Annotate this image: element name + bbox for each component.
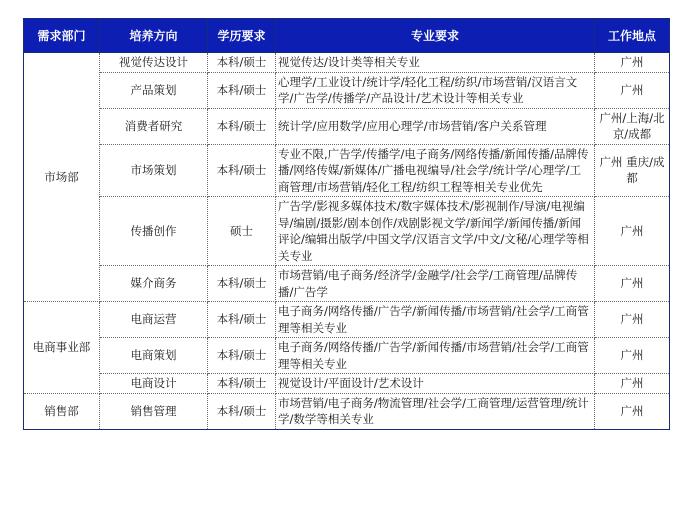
direction-cell: 销售管理 bbox=[100, 393, 208, 429]
location-cell: 广州 bbox=[595, 393, 670, 429]
header-direction: 培养方向 bbox=[100, 19, 208, 53]
table-row bbox=[24, 53, 670, 73]
table-row bbox=[24, 374, 670, 394]
table-row bbox=[24, 338, 670, 374]
degree-cell: 本科/硕士 bbox=[208, 393, 276, 429]
major-cell: 视觉传达/设计类等相关专业 bbox=[276, 53, 595, 73]
location-cell: 广州 bbox=[595, 374, 670, 394]
degree-cell: 本科/硕士 bbox=[208, 338, 276, 374]
degree-cell: 本科/硕士 bbox=[208, 266, 276, 302]
major-cell: 专业不限,广告学/传播学/电子商务/网络传播/新闻传播/品牌传播/网络传媒/新媒体/广播电视编导/社会学/统计学/心理学/工商管理/市场营销/轻化工程/纺织工程等相关专业优先 bbox=[276, 144, 595, 197]
direction-cell: 电商运营 bbox=[100, 302, 208, 338]
table-row bbox=[24, 393, 670, 429]
location-cell: 广州 重庆/成都 bbox=[595, 144, 670, 197]
major-cell: 电子商务/网络传播/广告学/新闻传播/市场营销/社会学/工商管理等相关专业 bbox=[276, 302, 595, 338]
location-cell: 广州 bbox=[595, 197, 670, 266]
location-cell: 广州 bbox=[595, 266, 670, 302]
recruitment-table bbox=[23, 18, 670, 430]
major-cell: 广告学/影视多媒体技术/数字媒体技术/影视制作/导演/电视编导/编剧/摄影/剧本创作/戏剧影视文学/新闻学/新闻传播/新闻评论/编辑出版学/中国文学/汉语言文学/中文/文秘/心理学等相关专业 bbox=[276, 197, 595, 266]
header-location: 工作地点 bbox=[595, 19, 670, 53]
header-major: 专业要求 bbox=[276, 19, 595, 53]
table-header-row bbox=[24, 19, 670, 53]
degree-cell: 本科/硕士 bbox=[208, 72, 276, 108]
location-cell: 广州/上海/北京/成都 bbox=[595, 108, 670, 144]
direction-cell: 市场策划 bbox=[100, 144, 208, 197]
direction-cell: 传播创作 bbox=[100, 197, 208, 266]
major-cell: 市场营销/电子商务/经济学/金融学/社会学/工商管理/品牌传播/广告学 bbox=[276, 266, 595, 302]
recruitment-table-wrapper bbox=[23, 18, 670, 430]
major-cell: 市场营销/电子商务/物流管理/社会学/工商管理/运营管理/统计学/数学等相关专业 bbox=[276, 393, 595, 429]
direction-cell: 媒介商务 bbox=[100, 266, 208, 302]
table-row bbox=[24, 108, 670, 144]
direction-cell: 电商设计 bbox=[100, 374, 208, 394]
major-cell: 统计学/应用数学/应用心理学/市场营销/客户关系管理 bbox=[276, 108, 595, 144]
table-row bbox=[24, 266, 670, 302]
major-cell: 电子商务/网络传播/广告学/新闻传播/市场营销/社会学/工商管理等相关专业 bbox=[276, 338, 595, 374]
degree-cell: 本科/硕士 bbox=[208, 53, 276, 73]
degree-cell: 本科/硕士 bbox=[208, 108, 276, 144]
header-degree: 学历要求 bbox=[208, 19, 276, 53]
direction-cell: 消费者研究 bbox=[100, 108, 208, 144]
dept-cell: 市场部 bbox=[24, 53, 100, 302]
table-row bbox=[24, 302, 670, 338]
location-cell: 广州 bbox=[595, 338, 670, 374]
direction-cell: 视觉传达设计 bbox=[100, 53, 208, 73]
degree-cell: 本科/硕士 bbox=[208, 374, 276, 394]
degree-cell: 本科/硕士 bbox=[208, 302, 276, 338]
degree-cell: 硕士 bbox=[208, 197, 276, 266]
major-cell: 心理学/工业设计/统计学/轻化工程/纺织/市场营销/汉语言文学/广告学/传播学/产品设计/艺术设计等相关专业 bbox=[276, 72, 595, 108]
dept-cell: 电商事业部 bbox=[24, 302, 100, 394]
table-row bbox=[24, 197, 670, 266]
table-row bbox=[24, 144, 670, 197]
direction-cell: 产品策划 bbox=[100, 72, 208, 108]
location-cell: 广州 bbox=[595, 53, 670, 73]
location-cell: 广州 bbox=[595, 302, 670, 338]
degree-cell: 本科/硕士 bbox=[208, 144, 276, 197]
table-row bbox=[24, 72, 670, 108]
major-cell: 视觉设计/平面设计/艺术设计 bbox=[276, 374, 595, 394]
dept-cell: 销售部 bbox=[24, 393, 100, 429]
location-cell: 广州 bbox=[595, 72, 670, 108]
direction-cell: 电商策划 bbox=[100, 338, 208, 374]
header-dept: 需求部门 bbox=[24, 19, 100, 53]
